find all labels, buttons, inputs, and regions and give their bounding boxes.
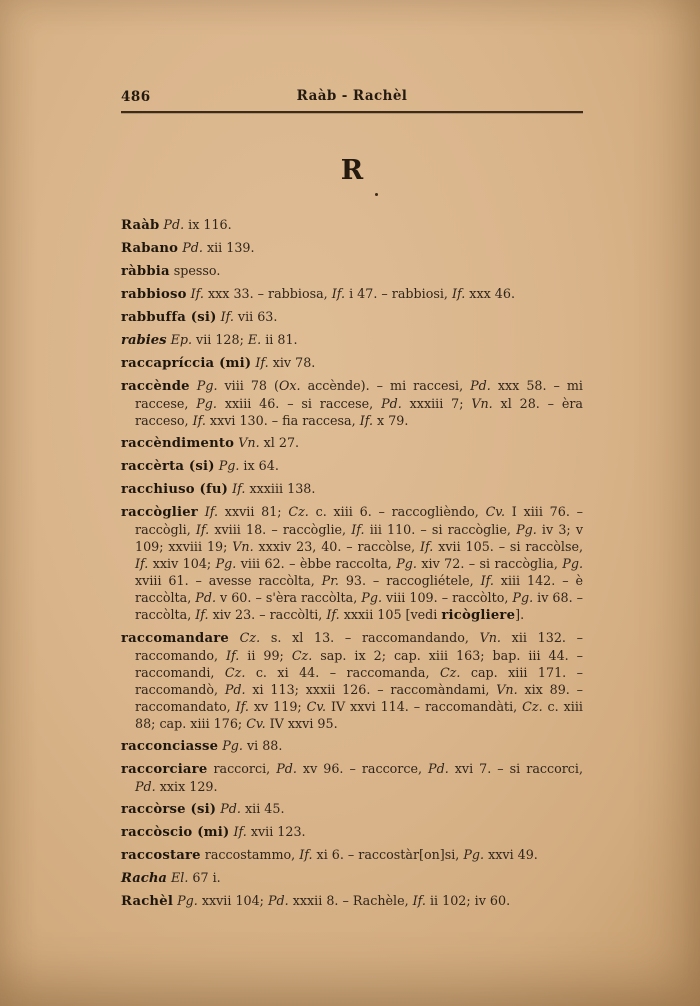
headword: raccènde <box>121 379 190 394</box>
work-abbreviation: Pg. <box>361 590 382 605</box>
reference-text: x 79. <box>372 413 409 428</box>
reference-text: c. xiii 88; cap. xiii 176; <box>135 699 583 731</box>
reference-text: xvi 7. – si raccorci, <box>448 761 583 776</box>
reference-text: viii 78 ( <box>217 378 279 393</box>
reference-text: xi 6. – raccostàr[on]si, <box>312 847 464 862</box>
work-abbreviation: Cz. <box>239 630 261 645</box>
reference-text: xiv 72. – si raccòglia, <box>416 556 563 571</box>
dictionary-entry <box>121 216 583 234</box>
work-abbreviation: If. <box>233 824 247 839</box>
headword: rabbuffa (si) <box>121 310 217 325</box>
reference-text: xxx 46. <box>465 286 515 301</box>
reference-text: xxiii 46. – si raccese, <box>216 396 382 411</box>
dictionary-entry <box>121 823 583 841</box>
reference-text: iii 110. – si raccòglie, <box>364 522 517 537</box>
header-rule <box>121 111 583 113</box>
work-abbreviation: Pd. <box>224 682 246 697</box>
reference-text: ix 116. <box>184 217 232 232</box>
reference-text: IV xxvi 114. – raccomandàti, <box>326 699 523 714</box>
work-abbreviation: Vn. <box>232 539 254 554</box>
work-abbreviation: Pd. <box>470 378 491 393</box>
work-abbreviation: Pg. <box>562 556 583 571</box>
dictionary-entry <box>121 503 583 624</box>
work-abbreviation: Pg. <box>196 396 217 411</box>
work-abbreviation: Pg. <box>396 556 417 571</box>
dictionary-entry <box>121 354 583 372</box>
reference-text: xii 132. – raccomando, <box>135 630 583 663</box>
work-abbreviation: Cz. <box>288 504 309 519</box>
work-abbreviation: Vn. <box>479 630 501 645</box>
work-abbreviation: Pd. <box>381 396 402 411</box>
work-abbreviation: Cv. <box>306 699 327 714</box>
dictionary-entry <box>121 377 583 429</box>
work-abbreviation: Cv. <box>246 716 266 731</box>
work-abbreviation: Pd. <box>182 240 203 255</box>
reference-text: xvii 105. – si raccòlse, <box>433 539 583 554</box>
dictionary-entry <box>121 800 583 818</box>
reference-text: xxxii 8. – Rachèle, <box>288 893 413 908</box>
work-abbreviation: Pg. <box>516 522 537 537</box>
work-abbreviation: If. <box>331 286 346 301</box>
reference-text: xxvi 130. – fia raccesa, <box>205 413 360 428</box>
reference-text: c. xiii 6. – raccoglièndo, <box>308 504 486 519</box>
reference-text: vi 88. <box>242 738 283 753</box>
reference-text: xi 113; xxxii 126. – raccomàndami, <box>245 682 497 697</box>
work-abbreviation: If. <box>326 607 340 622</box>
reference-text: ix 64. <box>239 458 279 473</box>
reference-text: 67 i. <box>188 870 221 885</box>
reference-text: iv 3; v 109; xxviii 19; <box>135 522 583 554</box>
page-number: 486 <box>121 89 151 105</box>
work-abbreviation: Pg. <box>222 738 243 753</box>
reference-text: xv 119; <box>248 699 307 714</box>
headword: raccèrta (si) <box>121 459 215 474</box>
headword: racchiuso (fu) <box>121 482 229 497</box>
headword: racconciasse <box>121 739 219 754</box>
reference-text: xxx 33. – rabbiosa, <box>203 286 332 301</box>
work-abbreviation: Pd. <box>267 893 289 908</box>
work-abbreviation: If. <box>299 847 313 862</box>
work-abbreviation: If. <box>226 648 240 663</box>
work-abbreviation: Cz. <box>439 665 461 680</box>
reference-text: accènde). – mi raccesi, <box>300 378 471 393</box>
work-abbreviation: If. <box>192 413 206 428</box>
work-abbreviation: Pr. <box>321 573 339 588</box>
headword: raccapríccia (mi) <box>121 356 252 371</box>
headword: raccòrse (si) <box>121 802 217 817</box>
work-abbreviation: If. <box>220 309 234 324</box>
reference-text: ii 81. <box>261 332 298 347</box>
headword-italic: Racha <box>121 871 167 886</box>
reference-text: c. xi 44. – raccomanda, <box>245 665 440 680</box>
reference-text: raccostammo, <box>200 847 300 862</box>
dictionary-entry <box>121 892 583 910</box>
reference-text: xiii 142. – è raccòlta, <box>135 573 583 605</box>
reference-text: viii 62. – èbbe raccolta, <box>236 556 397 571</box>
work-abbreviation: Pd. <box>195 590 216 605</box>
work-abbreviation: If. <box>195 522 210 537</box>
work-abbreviation: If. <box>195 607 209 622</box>
dictionary-entry <box>121 846 583 864</box>
reference-text: xxiv 104; <box>148 556 216 571</box>
reference-text: xl 28. – èra racceso, <box>135 396 583 428</box>
work-abbreviation: Pg. <box>177 893 198 908</box>
dictionary-entry <box>121 434 583 452</box>
reference-text: ii 99; <box>239 648 292 663</box>
dictionary-entry <box>121 629 583 732</box>
reference-text: xxvii 81; <box>218 504 289 519</box>
dictionary-entry <box>121 239 583 257</box>
reference-text: iv 68. – raccòlta, <box>135 590 583 622</box>
headword: raccòscio (mi) <box>121 825 230 840</box>
work-abbreviation: Pg. <box>512 590 534 605</box>
headword: Rabano <box>121 241 179 256</box>
work-abbreviation: Pg. <box>463 847 485 862</box>
work-abbreviation: If. <box>480 573 494 588</box>
reference-text: xxxiv 23, 40. – raccòlse, <box>253 539 421 554</box>
reference-text: xviii 61. – avesse raccòlta, <box>135 573 322 588</box>
reference-text: xl 27. <box>259 435 300 450</box>
reference-text: xv 96. – raccorce, <box>296 761 429 776</box>
reference-text: raccorci, <box>207 761 277 776</box>
work-abbreviation: Vn. <box>471 396 493 411</box>
reference-text: xii 139. <box>202 240 255 255</box>
reference-text: cap. xiii 171. – raccomandò, <box>135 665 583 697</box>
reference-text: xxx 58. – mi raccese, <box>135 378 583 411</box>
dictionary-entry <box>121 869 583 887</box>
reference-text: spesso. <box>169 263 221 278</box>
dictionary-entry <box>121 308 583 326</box>
reference-text: xiv 23. – raccòlti, <box>208 607 327 622</box>
work-abbreviation: Pd. <box>135 779 156 794</box>
work-abbreviation: Pd. <box>276 761 297 776</box>
headword: Raàb <box>121 218 160 233</box>
dictionary-entry <box>121 760 583 795</box>
work-abbreviation: Cz. <box>291 648 313 663</box>
work-abbreviation: Pg. <box>218 458 240 473</box>
work-abbreviation: El. <box>171 870 189 885</box>
work-abbreviation: Ep. <box>170 332 193 347</box>
reference-text: xxvi 49. <box>484 847 538 862</box>
reference-text: ]. <box>515 607 525 622</box>
page-header <box>121 88 583 106</box>
reference-text <box>229 630 240 645</box>
reference-text: xxix 129. <box>155 779 218 794</box>
reference-text: I xiii 76. – raccògli, <box>135 504 583 537</box>
reference-text: xix 89. – raccomandato, <box>135 682 583 714</box>
reference-text: viii 109. – raccòlto, <box>381 590 513 605</box>
headword: raccomandare <box>121 631 229 646</box>
work-abbreviation: Cz. <box>224 665 246 680</box>
work-abbreviation: Pg. <box>196 378 218 393</box>
headword: ricògliere <box>441 608 516 623</box>
headword: Rachèl <box>121 894 174 909</box>
work-abbreviation: If. <box>412 893 426 908</box>
work-abbreviation: Pg. <box>215 556 237 571</box>
headword: raccorciare <box>121 762 208 777</box>
reference-text: v 60. – s'èra raccòlta, <box>215 590 362 605</box>
work-abbreviation: If. <box>235 699 249 714</box>
work-abbreviation: E. <box>247 332 262 347</box>
dictionary-entry <box>121 285 583 303</box>
dictionary-entry <box>121 262 583 280</box>
headword: rabbioso <box>121 287 187 302</box>
reference-text: IV xxvi 95. <box>265 716 338 731</box>
work-abbreviation: If. <box>351 522 365 537</box>
reference-text: xxxiii 7; <box>401 396 472 411</box>
work-abbreviation: Pd. <box>163 217 185 232</box>
work-abbreviation: Pd. <box>428 761 449 776</box>
dictionary-entry <box>121 480 583 498</box>
dictionary-entry <box>121 737 583 755</box>
work-abbreviation: Vn. <box>238 435 260 450</box>
work-abbreviation: If. <box>232 481 246 496</box>
reference-text <box>198 504 205 519</box>
work-abbreviation: Pd. <box>220 801 241 816</box>
work-abbreviation: Cv. <box>485 504 505 519</box>
work-abbreviation: Vn. <box>496 682 518 697</box>
work-abbreviation: If. <box>135 556 149 571</box>
reference-text: sap. ix 2; cap. xiii 163; bap. iii 44. – raccomandi, <box>135 648 584 680</box>
reference-text: xxxii 105 [vedi <box>339 607 442 622</box>
work-abbreviation: If. <box>204 504 219 519</box>
work-abbreviation: Ox. <box>278 378 301 393</box>
reference-text: xvii 123. <box>246 824 306 839</box>
reference-text: vii 63. <box>233 309 278 324</box>
reference-text <box>190 378 197 393</box>
reference-text: xiv 78. <box>268 355 316 370</box>
work-abbreviation: If. <box>359 413 373 428</box>
dictionary-entry <box>121 457 583 475</box>
section-letter: R <box>121 155 583 186</box>
reference-text: i 47. – rabbiosi, <box>345 286 452 301</box>
work-abbreviation: If. <box>255 355 269 370</box>
work-abbreviation: Cz. <box>522 699 543 714</box>
reference-text: vii 128; <box>192 332 248 347</box>
work-abbreviation: If. <box>420 539 434 554</box>
reference-text: s. xl 13. – raccomandando, <box>260 630 480 645</box>
text-column <box>121 88 583 915</box>
ink-speck <box>375 193 378 196</box>
reference-text: xii 45. <box>240 801 285 816</box>
reference-text: xviii 18. – raccòglie, <box>209 522 352 537</box>
reference-text: 93. – raccogliétele, <box>338 573 481 588</box>
headword: raccòglier <box>121 505 198 520</box>
running-title: Raàb - Rachèl <box>296 88 408 104</box>
work-abbreviation: If. <box>190 286 204 301</box>
headword-italic: rabies <box>121 333 167 348</box>
reference-text: ii 102; iv 60. <box>425 893 511 908</box>
dictionary-entry <box>121 331 583 349</box>
work-abbreviation: If. <box>451 286 466 301</box>
headword: raccostare <box>121 848 201 863</box>
headword: raccèndimento <box>121 436 235 451</box>
reference-text: xxvii 104; <box>197 893 268 908</box>
headword: ràbbia <box>121 264 170 279</box>
entries-list <box>121 216 583 910</box>
reference-text: xxxiii 138. <box>245 481 316 496</box>
